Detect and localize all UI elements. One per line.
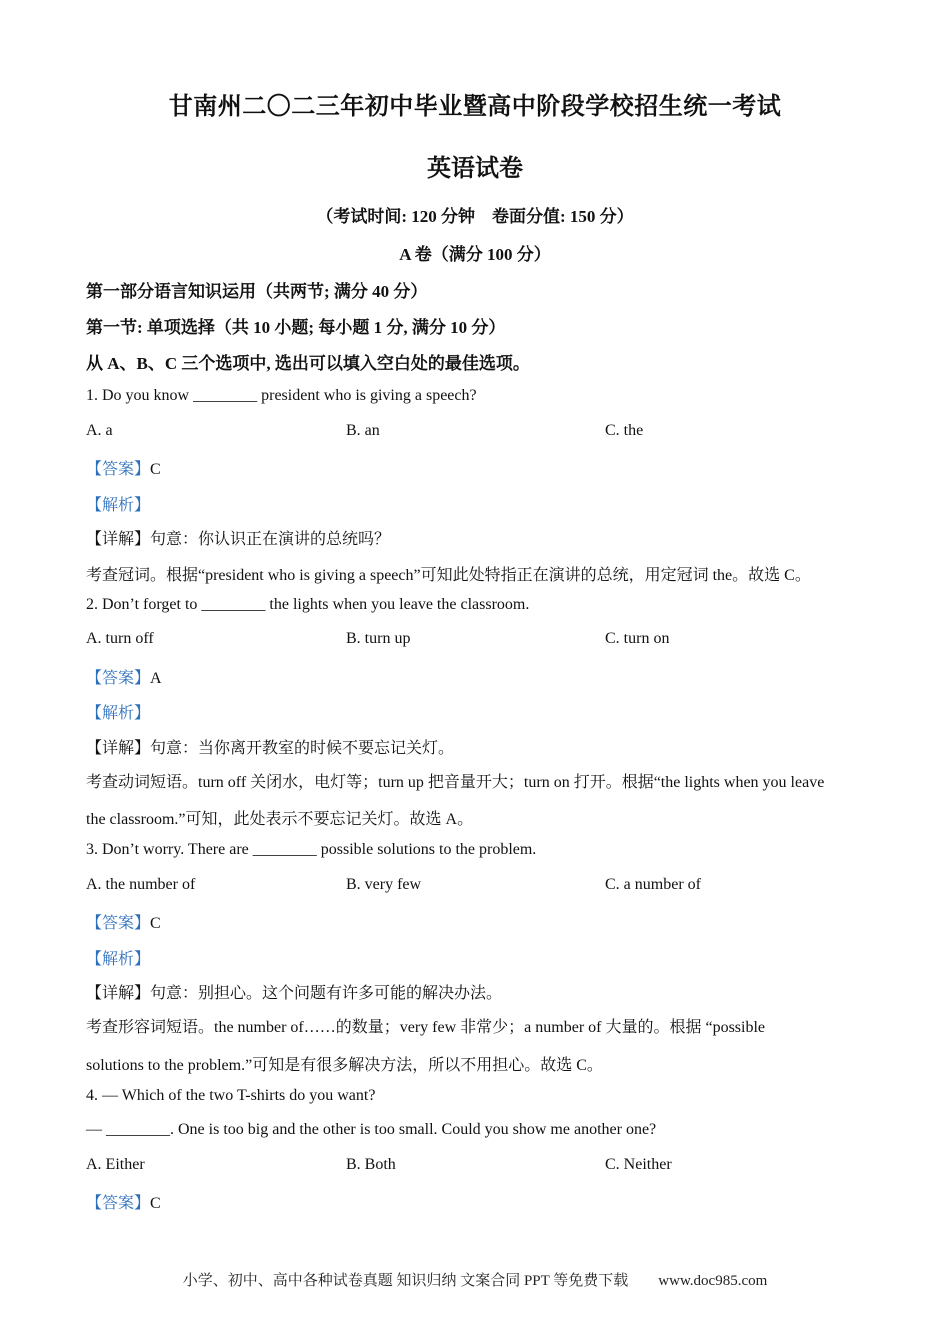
question-3-analysis-label: 【解析】 — [86, 951, 151, 968]
question-1-analysis-label: 【解析】 — [86, 497, 151, 514]
answer-label: 答案 — [102, 1195, 135, 1212]
question-2-option-c: C. turn on — [605, 630, 670, 647]
page-footer: 小学、初中、高中各种试卷真题 知识归纳 文案合同 PPT 等免费下载 www.doc985.com — [182, 1273, 768, 1289]
question-3-option-b: B. very few — [346, 876, 422, 893]
question-3-detail — [86, 980, 502, 1003]
subsection-heading: 第一节: 单项选择（共 10 小题; 每小题 1 分, 满分 10 分） — [86, 318, 506, 337]
volume-heading: A 卷（满分 100 分） — [399, 245, 551, 264]
answer-label-close: 】 — [134, 915, 151, 932]
answer-value: C — [150, 461, 161, 478]
question-3-explanation-line-2: solutions to the problem.”可知是有很多解决方法，所以不用担心。故选 C。 — [86, 1057, 603, 1074]
detail-text: 句意：当你离开教室的时候不要忘记关灯。 — [150, 740, 455, 757]
answer-label-open: 【 — [86, 915, 103, 932]
question-2-option-b: B. turn up — [346, 630, 411, 647]
question-4-option-c: C. Neither — [605, 1156, 672, 1173]
answer-label-open: 【 — [86, 670, 103, 687]
question-1-option-c: C. the — [605, 422, 644, 439]
answer-label-open: 【 — [86, 1195, 103, 1212]
question-3-option-c: C. a number of — [605, 876, 701, 893]
question-3-explanation-line-1: 考查形容词短语。the number of……的数量；very few 非常少；a number of 大量的。根据 “possible — [86, 1019, 766, 1036]
answer-label-open: 【 — [86, 461, 103, 478]
answer-label: 答案 — [102, 461, 135, 478]
question-4-answer — [86, 1190, 161, 1213]
detail-text: 句意：别担心。这个问题有许多可能的解决办法。 — [150, 985, 503, 1002]
question-4-stem-line-2: — ________. One is too big and the other is too small. Could you show me another one? — [86, 1121, 657, 1138]
answer-value: C — [150, 915, 161, 932]
answer-value: C — [150, 1195, 161, 1212]
question-1-stem: 1. Do you know ________ president who is giving a speech? — [86, 387, 477, 404]
question-1-detail — [86, 526, 390, 549]
answer-label-close: 】 — [134, 670, 151, 687]
question-2-option-a: A. turn off — [86, 630, 154, 647]
detail-label: 详解 — [102, 531, 135, 548]
part-heading: 第一部分语言知识运用（共两节; 满分 40 分） — [86, 282, 428, 301]
question-1-option-b: B. an — [346, 422, 380, 439]
question-2-explanation-line-1: 考查动词短语。turn off 关闭水，电灯等；turn up 把音量开大；turn on 打开。根据“the lights when you leave — [86, 774, 825, 791]
question-2-analysis-label: 【解析】 — [86, 705, 151, 722]
answer-label-close: 】 — [134, 1195, 151, 1212]
detail-text: 句意：你认识正在演讲的总统吗？ — [150, 531, 391, 548]
instruction-text: 从 A、B、C 三个选项中, 选出可以填入空白处的最佳选项。 — [86, 354, 530, 373]
answer-value: A — [150, 670, 162, 687]
question-3-option-a: A. the number of — [86, 876, 196, 893]
answer-label: 答案 — [102, 670, 135, 687]
detail-label-open: 【 — [86, 985, 103, 1002]
question-4-stem: 4. — Which of the two T-shirts do you want? — [86, 1087, 376, 1104]
question-2-detail — [86, 735, 454, 758]
detail-label: 详解 — [102, 985, 135, 1002]
detail-label: 详解 — [102, 740, 135, 757]
question-4-option-a: A. Either — [86, 1156, 145, 1173]
detail-label-open: 【 — [86, 740, 103, 757]
question-2-explanation-line-2: the classroom.”可知，此处表示不要忘记关灯。故选 A。 — [86, 811, 474, 828]
exam-info: （考试时间: 120 分钟 卷面分值: 150 分） — [316, 207, 634, 226]
exam-subtitle: 英语试卷 — [427, 156, 523, 182]
question-1-answer — [86, 456, 161, 479]
detail-label-close: 】 — [134, 740, 151, 757]
question-3-stem: 3. Don’t worry. There are ________ possible solutions to the problem. — [86, 841, 537, 858]
question-2-stem: 2. Don’t forget to ________ the lights when you leave the classroom. — [86, 596, 530, 613]
answer-label-close: 】 — [134, 461, 151, 478]
answer-label: 答案 — [102, 915, 135, 932]
question-3-answer — [86, 910, 161, 933]
detail-label-close: 】 — [134, 985, 151, 1002]
question-4-option-b: B. Both — [346, 1156, 396, 1173]
question-2-answer — [86, 665, 162, 688]
question-1-option-a: A. a — [86, 422, 113, 439]
question-1-explanation: 考查冠词。根据“president who is giving a speech”可知此处特指正在演讲的总统，用定冠词 the。故选 C。 — [86, 567, 811, 584]
detail-label-open: 【 — [86, 531, 103, 548]
detail-label-close: 】 — [134, 531, 151, 548]
exam-title: 甘南州二〇二三年初中毕业暨高中阶段学校招生统一考试 — [168, 94, 782, 120]
